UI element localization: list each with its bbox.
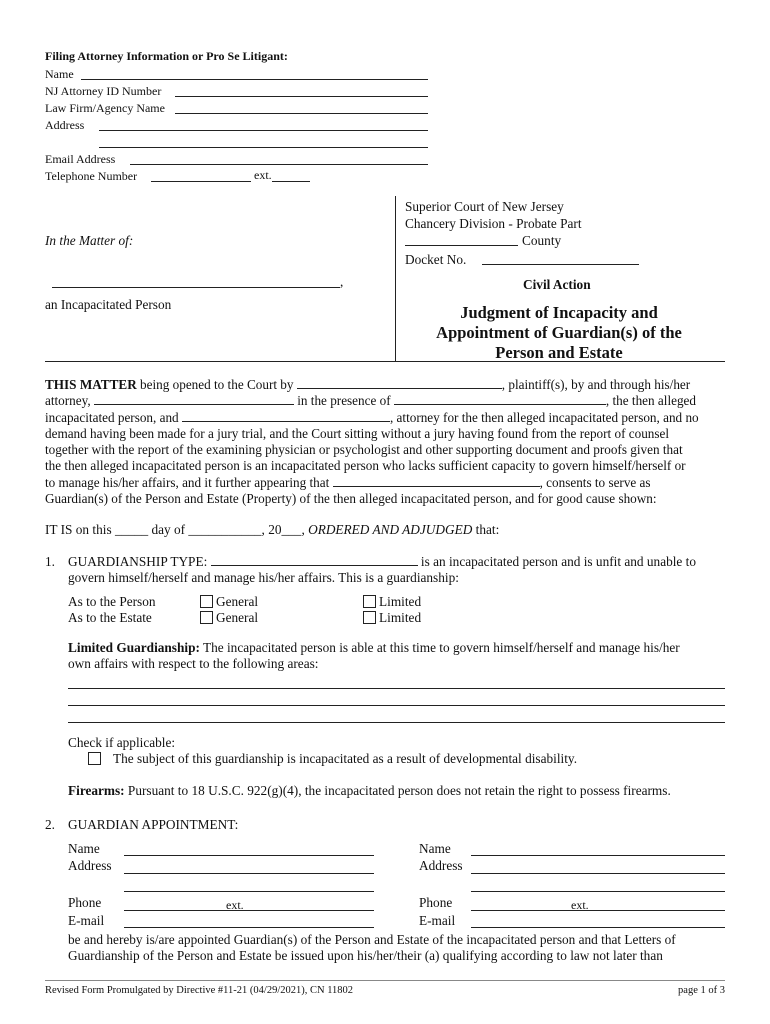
as-to-person-label: As to the Person <box>68 594 156 609</box>
recital-text: Guardian(s) of the Person and Estate (Property) of the then alleged incapacitated person, and for good cause shown: <box>45 491 657 507</box>
page-number: page 1 of 3 <box>678 985 725 996</box>
county-label: County <box>522 233 562 248</box>
developmental-disability-label: The subject of this guardianship is incapacitated as a result of developmental disability. <box>113 751 578 766</box>
guardian-1-name-field[interactable] <box>124 855 374 856</box>
section-1-number: 1. <box>45 554 55 569</box>
ordered-date-text[interactable]: IT IS on this _____ day of ___________, 20___, <box>45 522 309 537</box>
recital-text: being opened to the Court by <box>136 377 297 392</box>
attorney-id-label: NJ Attorney ID Number <box>45 84 162 98</box>
court-name: Superior Court of New Jersey <box>405 199 564 214</box>
recital-text: demand having been made for a jury trial, and the Court sitting without a jury having found from the report of counsel <box>45 425 670 441</box>
limited-areas-line-1[interactable] <box>68 688 725 689</box>
ordered-adjudged: ORDERED AND ADJUDGED <box>308 522 473 537</box>
limited-guardianship-text-2: own affairs with respect to the following areas: <box>68 656 319 671</box>
firearms-label: Firearms: <box>68 783 125 798</box>
guardian-1-ext-label: ext. <box>226 898 244 912</box>
recital-text: , the then alleged <box>605 393 696 409</box>
estate-limited-label: Limited <box>379 610 422 625</box>
email-field[interactable] <box>130 164 428 165</box>
guardian-2-ext-label: ext. <box>571 898 589 912</box>
guardian-1-phone-field[interactable] <box>124 910 374 911</box>
appointment-text-1: be and hereby is/are appointed Guardian(s) of the Person and Estate of the incapacitated person and that Letters of <box>68 932 676 947</box>
attorney-name-field[interactable] <box>81 79 428 80</box>
section-2-number: 2. <box>45 817 55 832</box>
guardianship-type-line-2: govern himself/herself and manage his/her affairs. This is a guardianship: <box>68 570 459 585</box>
caption-bottom-rule <box>45 361 725 362</box>
guardian-1-email-label: E-mail <box>68 913 105 928</box>
as-to-estate-label: As to the Estate <box>68 610 152 625</box>
guardian-consent-field[interactable] <box>333 475 540 487</box>
recital-text: the then alleged incapacitated person is an incapacitated person who lacks sufficient capacity to govern himself/herself or <box>45 458 686 474</box>
guardianship-type-line <box>68 553 696 570</box>
firearms-notice <box>68 782 671 799</box>
firearms-text: Pursuant to 18 U.S.C. 922(g)(4), the incapacitated person does not retain the right to possess firearms. <box>124 783 671 798</box>
guardian-1-address-field-2[interactable] <box>124 891 374 892</box>
recital-text: together with the report of the examining physician or psychologist and other supporting document and proofs given that <box>45 442 683 458</box>
recital-text: in the presence of <box>293 393 394 409</box>
recital-text: , consents to serve as <box>539 474 651 490</box>
ordered-line <box>45 521 499 538</box>
guardian-2-address-field-1[interactable] <box>471 873 725 874</box>
form-title-line-1: Judgment of Incapacity and <box>460 303 658 322</box>
recital-text: incapacitated person, and <box>45 409 182 425</box>
attorney-address-label: Address <box>45 118 85 132</box>
limited-guardianship-heading: Limited Guardianship: <box>68 640 200 655</box>
county-field[interactable] <box>405 245 518 246</box>
guardian-2-phone-label: Phone <box>419 895 453 910</box>
alleged-incapacitated-person-field[interactable] <box>394 393 606 405</box>
developmental-disability-checkbox[interactable] <box>88 752 101 765</box>
attorney-id-field[interactable] <box>175 96 428 97</box>
guardianship-type-label: GUARDIANSHIP TYPE: <box>68 554 211 569</box>
law-firm-field[interactable] <box>175 113 428 114</box>
revised-form-note: Revised Form Promulgated by Directive #11-21 (04/29/2021), CN 11802 <box>45 985 354 996</box>
guardian-1-address-field-1[interactable] <box>124 873 374 874</box>
caption-divider <box>395 196 396 361</box>
limited-areas-line-2[interactable] <box>68 705 725 706</box>
limited-guardianship-text <box>68 639 680 656</box>
incapacitated-person-label: an Incapacitated Person <box>45 297 172 312</box>
person-general-checkbox[interactable] <box>200 595 213 608</box>
recital-text: attorney, <box>45 393 94 409</box>
recital-text: , attorney for the then alleged incapacitated person, and no <box>389 409 699 425</box>
law-firm-label: Law Firm/Agency Name <box>45 101 165 115</box>
limited-guardianship-body: The incapacitated person is able at this time to govern himself/herself and manage his/her <box>199 640 680 655</box>
email-label: Email Address <box>45 152 116 166</box>
estate-general-checkbox[interactable] <box>200 611 213 624</box>
attorney-heading: Filing Attorney Information or Pro Se Litigant: <box>45 49 288 63</box>
docket-number-field[interactable] <box>482 264 639 265</box>
guardian-2-address-label: Address <box>419 858 463 873</box>
guardian-1-address-label: Address <box>68 858 112 873</box>
guardian-2-name-label: Name <box>419 841 451 856</box>
guardian-2-phone-field[interactable] <box>471 910 725 911</box>
estate-general-label: General <box>216 610 259 625</box>
guardian-2-name-field[interactable] <box>471 855 725 856</box>
this-matter-lead: THIS MATTER <box>45 377 137 392</box>
guardianship-subject-field[interactable] <box>211 554 418 566</box>
estate-limited-checkbox[interactable] <box>363 611 376 624</box>
guardian-2-address-field-2[interactable] <box>471 891 725 892</box>
docket-label: Docket No. <box>405 252 467 267</box>
person-general-label: General <box>216 594 259 609</box>
attorney-name-label: Name <box>45 67 74 81</box>
recital-paragraph <box>45 377 725 507</box>
guardian-1-phone-label: Phone <box>68 895 102 910</box>
person-limited-label: Limited <box>379 594 422 609</box>
court-division: Chancery Division - Probate Part <box>405 216 582 231</box>
civil-action-label: Civil Action <box>523 277 591 292</box>
incapacitated-person-name-field[interactable] <box>52 287 340 288</box>
guardian-1-email-field[interactable] <box>124 927 374 928</box>
telephone-label: Telephone Number <box>45 169 138 183</box>
recital-text: to manage his/her affairs, and it further appearing that <box>45 474 333 490</box>
guardian-2-email-field[interactable] <box>471 927 725 928</box>
guardianship-type-text: is an incapacitated person and is unfit and unable to <box>417 554 697 569</box>
guardian-2-email-label: E-mail <box>419 913 456 928</box>
aip-attorney-field[interactable] <box>182 410 390 422</box>
appointment-text-2: Guardianship of the Person and Estate be issued upon his/her/their (a) qualifying according to law not later than <box>68 948 663 963</box>
footer-rule <box>45 980 725 981</box>
telephone-ext-field[interactable] <box>272 181 310 182</box>
recital-text: , plaintiff(s), by and through his/her <box>501 377 691 392</box>
ordered-that: that: <box>472 522 500 537</box>
telephone-field[interactable] <box>151 181 251 182</box>
in-the-matter-label: In the Matter of: <box>45 233 134 248</box>
form-title-line-3: Person and Estate <box>495 343 623 362</box>
plaintiff-attorney-field[interactable] <box>94 393 294 405</box>
attorney-address-field-2[interactable] <box>99 147 428 148</box>
guardian-appointment-heading: GUARDIAN APPOINTMENT: <box>68 817 239 832</box>
check-if-applicable-label: Check if applicable: <box>68 735 176 750</box>
person-limited-checkbox[interactable] <box>363 595 376 608</box>
caption-comma: , <box>340 274 344 289</box>
plaintiff-field[interactable] <box>297 377 502 389</box>
form-title-line-2: Appointment of Guardian(s) of the <box>436 323 682 342</box>
limited-areas-line-3[interactable] <box>68 722 725 723</box>
telephone-ext-label: ext. <box>254 168 272 182</box>
attorney-address-field-1[interactable] <box>99 130 428 131</box>
guardian-1-name-label: Name <box>68 841 100 856</box>
